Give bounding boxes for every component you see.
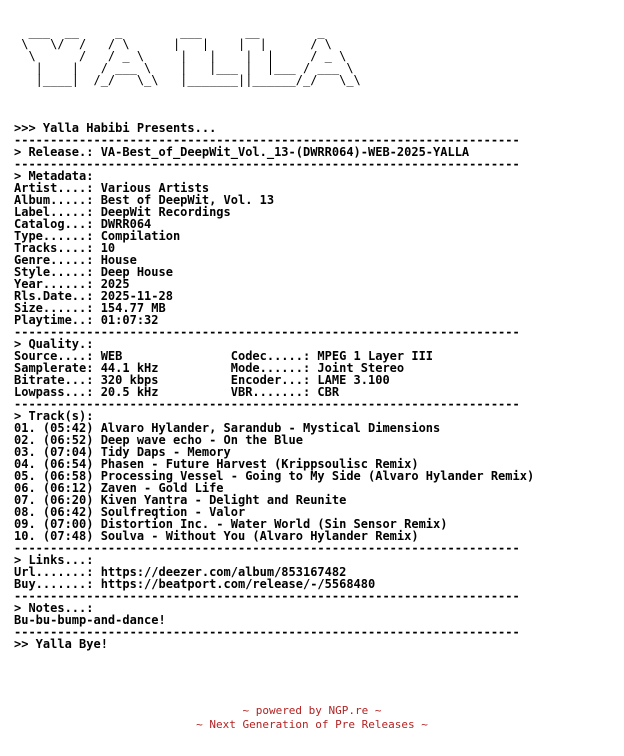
metadata-playtime: Playtime..: 01:07:32 [14, 313, 159, 327]
logo-line: |____| /_/ \_\ |_______||______/_/ \_\ [14, 73, 361, 87]
track-row: 03. (07:04) Tidy Daps - Memory [14, 445, 231, 459]
divider: ---------------------------------------------------------------------- [14, 325, 520, 339]
track-row: 10. (07:48) Soulva - Without You (Alvaro Hylander Remix) [14, 529, 419, 543]
logo-line: \ / / _ \ | | | | / _ \ [14, 49, 361, 63]
yalla-ascii-logo [14, 26, 534, 86]
metadata-artist: Artist....: Various Artists [14, 181, 210, 195]
nfo-text [14, 26, 534, 650]
release-line: > Release.: VA-Best_of_DeepWit_Vol._13-(DWRR064)-WEB-2025-YALLA [14, 145, 470, 159]
footer-tagline: ~ Next Generation of Pre Releases ~ [196, 718, 428, 731]
divider: ---------------------------------------------------------------------- [14, 541, 520, 555]
quality-heading: > Quality.: [14, 337, 94, 351]
logo-line: \ \/ / / \ | | | | / \ [14, 37, 354, 51]
footer [0, 704, 624, 732]
footer-powered-by: ~ powered by NGP.re ~ [242, 704, 382, 717]
divider: ---------------------------------------------------------------------- [14, 157, 520, 171]
quality-row: Lowpass...: 20.5 kHz VBR.......: CBR [14, 385, 340, 399]
link-url: Url.......: https://deezer.com/album/853167482 [14, 565, 347, 579]
metadata-album: Album.....: Best of DeepWit, Vol. 13 [14, 193, 275, 207]
metadata-style: Style.....: Deep House [14, 265, 173, 279]
metadata-year: Year......: 2025 [14, 277, 130, 291]
outro-line: >> Yalla Bye! [14, 637, 108, 651]
metadata-size: Size......: 154.77 MB [14, 301, 166, 315]
metadata-heading: > Metadata: [14, 169, 94, 183]
metadata-tracks: Tracks....: 10 [14, 241, 116, 255]
track-row: 04. (06:54) Phasen - Future Harvest (Krippsoulisc Remix) [14, 457, 419, 471]
track-row: 01. (05:42) Alvaro Hylander, Sarandub - Mystical Dimensions [14, 421, 441, 435]
notes-text: Bu-bu-bump-and-dance! [14, 613, 166, 627]
quality-row: Samplerate: 44.1 kHz Mode......: Joint Stereo [14, 361, 405, 375]
divider: ---------------------------------------------------------------------- [14, 133, 520, 147]
track-row: 07. (06:20) Kiven Yantra - Delight and Reunite [14, 493, 347, 507]
intro-line: >>> Yalla Habibi Presents... [14, 121, 217, 135]
quality-row: Bitrate...: 320 kbps Encoder...: LAME 3.100 [14, 373, 390, 387]
metadata-type: Type......: Compilation [14, 229, 181, 243]
track-row: 06. (06:12) Zaven - Gold Life [14, 481, 224, 495]
metadata-label: Label.....: DeepWit Recordings [14, 205, 231, 219]
tracks-heading: > Track(s): [14, 409, 94, 423]
track-row: 09. (07:00) Distortion Inc. - Water World (Sin Sensor Remix) [14, 517, 448, 531]
metadata-genre: Genre.....: House [14, 253, 137, 267]
logo-line: | | / ___ \ | |___ | |___ / ___ \ [14, 61, 361, 75]
divider: ---------------------------------------------------------------------- [14, 625, 520, 639]
metadata-rls-date: Rls.Date..: 2025-11-28 [14, 289, 173, 303]
logo-line: ___ __ _ ___ __ _ [14, 25, 354, 39]
track-row: 02. (06:52) Deep wave echo - On the Blue [14, 433, 303, 447]
quality-row: Source....: WEB Codec.....: MPEG 1 Layer III [14, 349, 434, 363]
track-row: 08. (06:42) Soulfreqtion - Valor [14, 505, 246, 519]
link-buy: Buy.......: https://beatport.com/release/-/5568480 [14, 577, 376, 591]
links-heading: > Links...: [14, 553, 94, 567]
notes-heading: > Notes...: [14, 601, 94, 615]
track-row: 05. (06:58) Processing Vessel - Going to My Side (Alvaro Hylander Remix) [14, 469, 535, 483]
divider: ---------------------------------------------------------------------- [14, 397, 520, 411]
metadata-catalog: Catalog...: DWRR064 [14, 217, 152, 231]
divider: ---------------------------------------------------------------------- [14, 589, 520, 603]
